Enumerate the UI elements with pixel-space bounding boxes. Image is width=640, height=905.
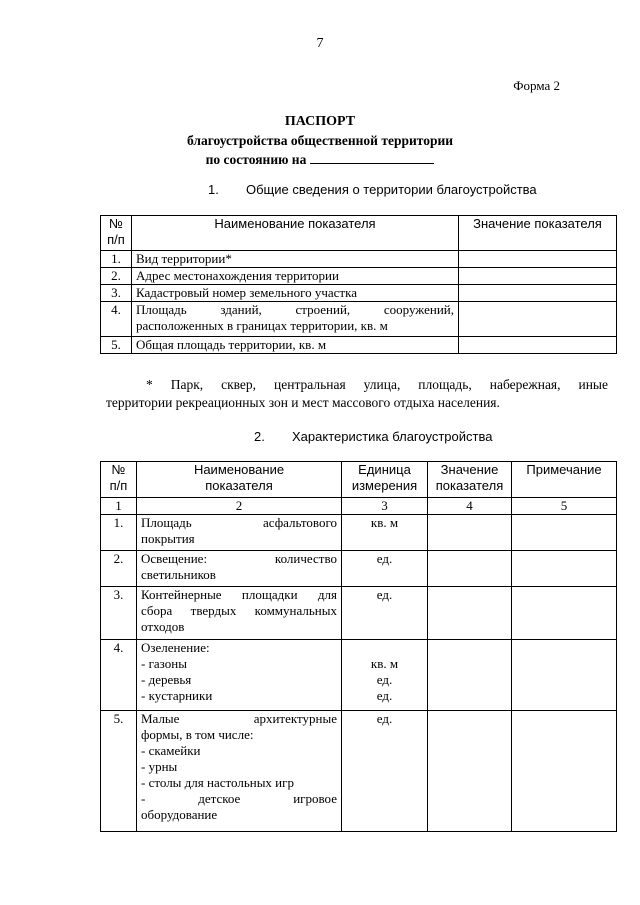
characteristics-table (100, 461, 617, 832)
document-title: ПАСПОРТ (284, 114, 356, 129)
row-name: Вид территории* (132, 251, 459, 268)
row-note (512, 551, 617, 587)
header-name: Наименование показателя (137, 462, 342, 498)
row-num: 1. (101, 515, 137, 551)
row-name-line: расположенных в границах территории, кв. м (136, 318, 388, 333)
row-note (512, 515, 617, 551)
column-number: 5 (512, 498, 617, 515)
row-unit: ед. (342, 711, 428, 832)
section-1-number: 1. (208, 182, 219, 197)
row-num: 3. (101, 285, 132, 302)
table-row (101, 285, 617, 302)
row-note (512, 640, 617, 711)
row-value (459, 302, 617, 337)
row-num: 3. (101, 587, 137, 640)
row-note (512, 587, 617, 640)
footnote-line-1: * Парк, сквер, центральная улица, площадь, набережная, иные (146, 377, 608, 392)
row-unit: кв. м (342, 515, 428, 551)
row-name: Площадь асфальтового покрытия (137, 515, 342, 551)
row-value (428, 711, 512, 832)
row-num: 5. (101, 337, 132, 354)
row-name: Освещение: количество светильников (137, 551, 342, 587)
page-number: 7 (316, 36, 324, 51)
date-line (0, 151, 640, 168)
row-num: 4. (101, 640, 137, 711)
footnote (106, 376, 608, 412)
row-name: Адрес местонахождения территории (132, 268, 459, 285)
table-row (101, 711, 617, 832)
table-row (101, 302, 617, 337)
row-unit: кв. м ед. ед. (342, 640, 428, 711)
form-label: Форма 2 (513, 78, 560, 93)
table-row (101, 251, 617, 268)
row-name: Озеленение: - газоны - деревья - кустарники (137, 640, 342, 711)
row-value (459, 251, 617, 268)
column-number: 2 (137, 498, 342, 515)
row-num: 5. (101, 711, 137, 832)
row-value (428, 587, 512, 640)
table-row (101, 515, 617, 551)
section-1-heading (208, 182, 537, 197)
row-num: 2. (101, 551, 137, 587)
row-value (459, 337, 617, 354)
row-value (428, 640, 512, 711)
header-num: № п/п (101, 462, 137, 498)
row-num: 1. (101, 251, 132, 268)
header-note: Примечание (512, 462, 617, 498)
section-2-title: Характеристика благоустройства (292, 429, 493, 444)
row-unit: ед. (342, 587, 428, 640)
table-row (101, 551, 617, 587)
column-number: 3 (342, 498, 428, 515)
date-blank-field[interactable] (310, 151, 434, 164)
table-row (101, 268, 617, 285)
row-value (459, 285, 617, 302)
section-1-title: Общие сведения о территории благоустройства (246, 182, 537, 197)
table-row (101, 337, 617, 354)
header-name: Наименование показателя (132, 216, 459, 251)
date-label: по состоянию на (205, 152, 307, 167)
general-info-table (100, 215, 617, 354)
column-number: 1 (101, 498, 137, 515)
table-header-row (101, 216, 617, 251)
row-value (428, 515, 512, 551)
footnote-line-2: территории рекреационных зон и мест массового отдыха населения. (106, 395, 500, 410)
row-num: 4. (101, 302, 132, 337)
row-value (459, 268, 617, 285)
row-value (428, 551, 512, 587)
row-name: Кадастровый номер земельного участка (132, 285, 459, 302)
row-name: Общая площадь территории, кв. м (132, 337, 459, 354)
row-name: Малые архитектурные формы, в том числе: - скамейки - урны - столы для настольных игр - детское игровое оборудование (137, 711, 342, 832)
document-subtitle: благоустройства общественной территории (186, 133, 454, 148)
row-num: 2. (101, 268, 132, 285)
section-2-number: 2. (254, 429, 265, 444)
row-name (132, 302, 459, 337)
table-row (101, 640, 617, 711)
row-name: Контейнерные площадки для сбора твердых коммунальных отходов (137, 587, 342, 640)
section-2-heading (254, 429, 492, 444)
row-name-line: Площадь зданий, строений, сооружений, (136, 302, 454, 317)
table-row (101, 587, 617, 640)
header-unit: Единица измерения (342, 462, 428, 498)
header-num: № п/п (101, 216, 132, 251)
row-unit: ед. (342, 551, 428, 587)
row-note (512, 711, 617, 832)
table-header-row (101, 462, 617, 498)
column-number-row (101, 498, 617, 515)
column-number: 4 (428, 498, 512, 515)
header-value: Значение показателя (428, 462, 512, 498)
header-value: Значение показателя (459, 216, 617, 251)
